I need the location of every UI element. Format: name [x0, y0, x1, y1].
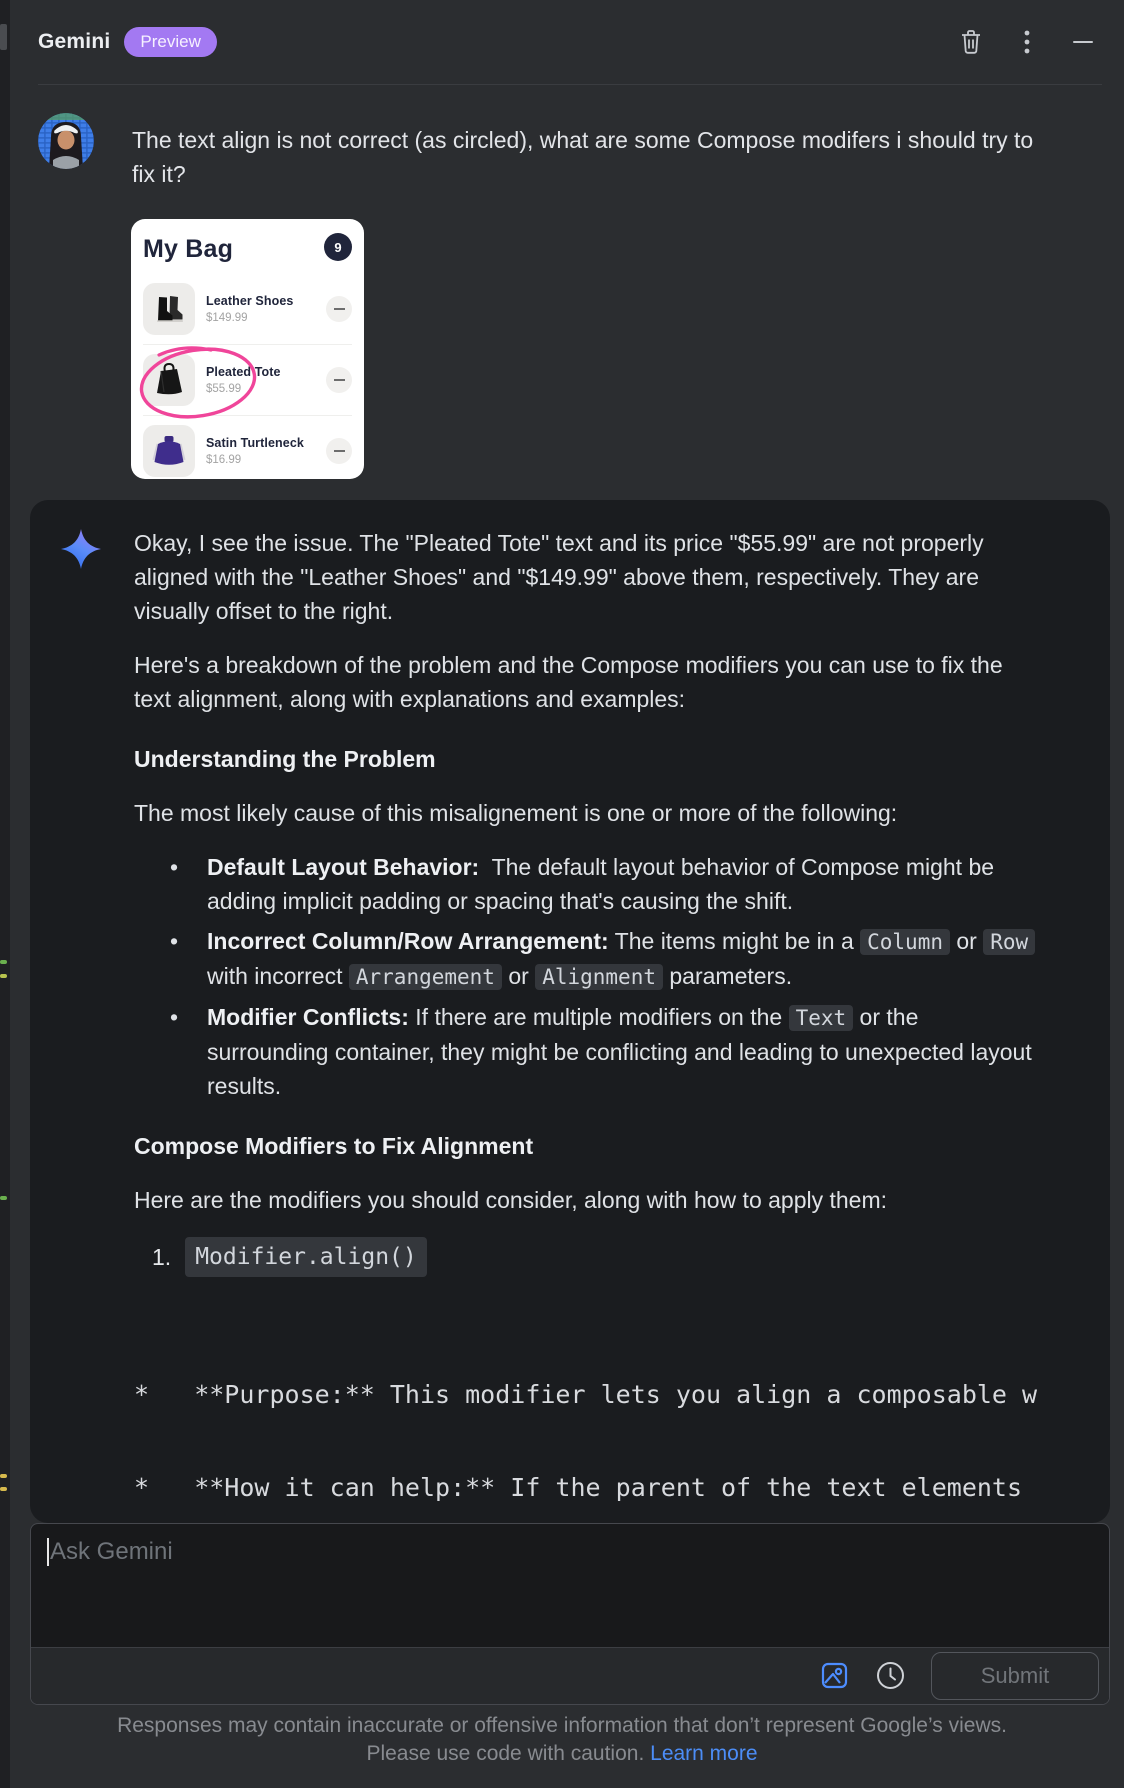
item-price: $55.99 — [206, 383, 242, 395]
response-body — [134, 526, 1042, 1523]
response-heading: Understanding the Problem — [134, 746, 436, 772]
item-price: $149.99 — [206, 312, 248, 324]
bullet-item: • Modifier Conflicts: If there are multiple modifiers on the Text or the surrounding container, they might be conflicting and leading to unexpected layout results. — [134, 1000, 1039, 1103]
product-thumb-shoes — [143, 283, 195, 335]
product-thumb-tote — [143, 354, 195, 406]
strip-mark-green — [0, 960, 7, 964]
bag-count-badge: 9 — [324, 233, 352, 261]
clock-icon[interactable] — [875, 1661, 905, 1691]
minimize-icon[interactable] — [1070, 29, 1096, 55]
header-divider — [38, 84, 1102, 85]
strip-mark-yellow-2 — [0, 1487, 7, 1491]
markdown-raw-block: * **Purpose:** This modifier lets you align a composable w * **How it can help:** If the parent of the text elements — [134, 1380, 1038, 1502]
item-price: $16.99 — [206, 454, 242, 466]
left-tool-strip — [0, 0, 10, 1788]
attachment-image[interactable] — [131, 219, 364, 479]
response-paragraph: The most likely cause of this misalignement is one or more of the following: — [134, 800, 898, 826]
strip-mark-green-2 — [0, 1196, 7, 1200]
user-message: The text align is not correct (as circled), what are some Compose modifers i should try to fix it? — [132, 127, 1034, 187]
cart-item-leather-shoes — [143, 274, 352, 345]
response-paragraph: Okay, I see the issue. The "Pleated Tote" text and its price "$55.99" are not properly aligned with the "Leather Shoes" and "$149.99" above them, respectively. They are visually offset to the right. — [134, 530, 984, 624]
trash-icon[interactable] — [958, 29, 984, 55]
app-title: Gemini — [38, 30, 111, 53]
gemini-response — [30, 500, 1110, 1523]
cart-item-pleated-tote — [143, 345, 352, 416]
user-avatar — [38, 113, 94, 169]
gemini-sparkle-icon — [60, 528, 102, 570]
strip-mark-lime — [0, 974, 7, 978]
prompt-input-container — [30, 1523, 1110, 1705]
tool-window-stripe[interactable] — [0, 24, 7, 50]
image-icon[interactable] — [819, 1661, 849, 1691]
header-actions — [958, 29, 1096, 55]
response-bullet-list — [134, 850, 1042, 1103]
disclaimer — [0, 1712, 1124, 1768]
cart-item-satin-turtleneck — [143, 416, 352, 479]
disclaimer-line2: Please use code with caution. Learn more — [366, 1742, 758, 1765]
bag-title: My Bag — [143, 235, 234, 263]
list-number: 1. — [152, 1244, 172, 1270]
bullet-item: • Default Layout Behavior: The default layout behavior of Compose might be adding implicit padding or spacing that's causing the shift. — [134, 850, 1039, 918]
disclaimer-line1: Responses may contain inaccurate or offensive information that don’t represent Google’s views. — [117, 1714, 1007, 1737]
product-thumb-turtleneck — [143, 425, 195, 477]
response-paragraph: Here are the modifiers you should consider, along with how to apply them: — [134, 1187, 888, 1213]
header-bar — [10, 0, 1124, 84]
prompt-input[interactable] — [31, 1524, 1109, 1647]
minus-icon[interactable] — [326, 367, 352, 393]
item-name: Satin Turtleneck — [206, 436, 304, 450]
text-caret — [47, 1538, 49, 1566]
item-name: Leather Shoes — [206, 294, 294, 308]
strip-mark-yellow — [0, 1474, 7, 1478]
bullet-item: • Incorrect Column/Row Arrangement: The items might be in a Column or Row with incorrect Arrangement or Alignment parameters. — [134, 924, 1039, 994]
submit-button[interactable]: Submit — [931, 1652, 1099, 1700]
response-paragraph: Here's a breakdown of the problem and the Compose modifiers you can use to fix the text alignment, along with explanations and examples: — [134, 652, 1003, 712]
input-placeholder: Ask Gemini — [50, 1538, 173, 1565]
inline-code-chip: Modifier.align() — [185, 1237, 427, 1277]
learn-more-link[interactable]: Learn more — [650, 1742, 758, 1765]
response-heading: Compose Modifiers to Fix Alignment — [134, 1133, 534, 1159]
item-name: Pleated Tote — [206, 365, 281, 379]
numbered-list-item — [152, 1237, 1039, 1277]
preview-badge: Preview — [124, 27, 216, 57]
minus-icon[interactable] — [326, 296, 352, 322]
more-vert-icon[interactable] — [1014, 29, 1040, 55]
input-toolbar — [31, 1647, 1109, 1704]
minus-icon[interactable] — [326, 438, 352, 464]
